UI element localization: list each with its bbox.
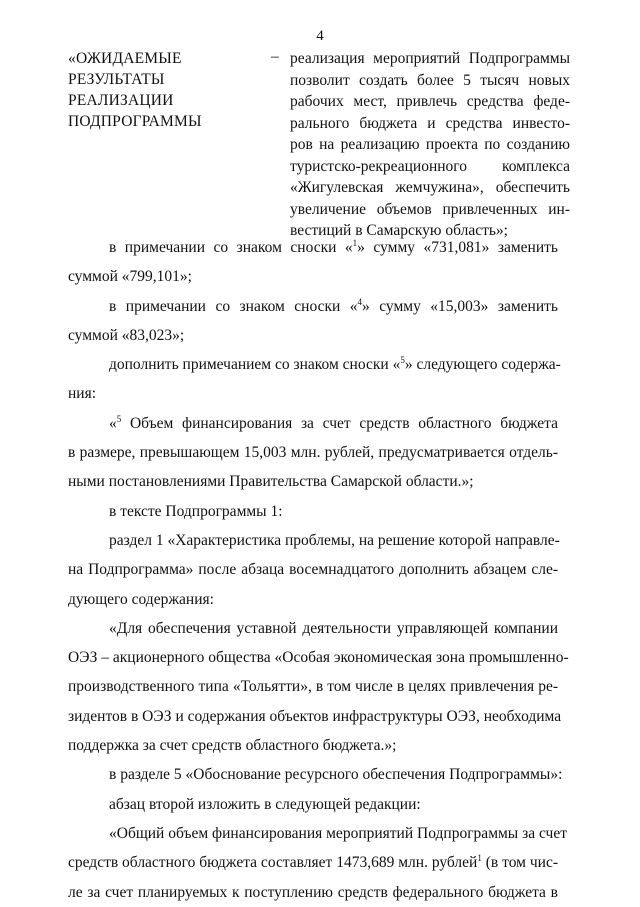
text-line: позволит создать более 5 тысяч новых [290,71,570,89]
paragraph-line: ными постановлениями Правительства Самарской области.»; [68,473,474,491]
paragraph-line: суммой «799,101»; [68,268,192,286]
text-line: туристско-рекреационного комплекса [290,157,570,175]
paragraph-line: ле за счет планируемых к поступлению средств федерального бюджета в [68,883,558,901]
label-line: ПОДПРОГРАММЫ [68,113,202,130]
footnote-mark: 1 [352,238,358,248]
paragraph-line: в размере, превышающем 15,003 млн. рублей, предусматривается отдель- [68,444,558,462]
paragraph-line: на Подпрограмма» после абзаца восемнадцатого дополнить абзацем сле- [68,561,558,579]
paragraph-line: средств областного бюджета составляет 1473,689 млн. рублей$^1$ (в том чис- [68,853,559,872]
amendment-text [68,233,569,907]
paragraph-line: раздел 1 «Характеристика проблемы, на решение которой направле- [109,531,560,549]
paragraph-line: дующего содержания: [68,590,214,608]
page-number: 4 [316,28,324,44]
text-line: реализация мероприятий Подпрограммы [290,50,570,67]
paragraph-line: «Для обеспечения уставной деятельности управляющей компании [109,619,558,637]
paragraph-line: в примечании со знаком сноски «$^1$» сумму «731,081» заменить [109,238,558,256]
paragraph-line: в тексте Подпрограммы 1: [109,502,283,520]
dash-separator: – [271,48,279,65]
paragraph-line: абзац второй изложить в следующей редакции: [109,795,421,813]
text-line: увеличение объемов привлеченных ин- [290,200,570,218]
footnote-mark: 5 [116,413,122,424]
expected-results-label [68,48,228,132]
paragraph-line: поддержка за счет средств областного бюджета.»; [68,737,397,755]
label-line: РЕАЛИЗАЦИИ [68,92,174,109]
paragraph-line: суммой «83,023»; [68,326,185,344]
paragraph-line: ния: [68,385,97,403]
label-line: РЕЗУЛЬТАТЫ [68,71,165,88]
paragraph-line: в примечании со знаком сноски «$^4$» сумму «15,003» заменить [109,296,558,315]
footnote-mark: 5 [400,355,405,366]
paragraph-line: «$^5$ Объем финансирования за счет средств областного бюджета [109,413,558,432]
paragraph-line: дополнить примечанием со знаком сноски «$^5$» следующего содержа- [109,355,561,374]
paragraph-line: зидентов в ОЭЗ и содержания объектов инфраструктуры ОЭЗ, необходима [68,707,562,725]
expected-results-text [290,48,570,242]
text-line: ров на реализацию проекта по созданию [290,136,570,153]
text-line: рабочих мест, привлечь средства феде- [290,93,570,110]
label-line: «ОЖИДАЕМЫЕ [68,50,182,67]
text-line: рального бюджета и средства инвесто- [290,114,570,132]
paragraph-line: ОЭЗ – акционерного общества «Особая экономическая зона промышленно- [68,649,569,667]
paragraph-line: в разделе 5 «Обоснование ресурсного обеспечения Подпрограммы»: [109,766,563,784]
text-line: «Жигулевская жемчужина», обеспечить [290,179,570,196]
paragraph-line: «Общий объем финансирования мероприятий Подпрограммы за счет [109,824,567,842]
footnote-mark: 1 [477,853,482,864]
footnote-mark: 4 [357,296,363,307]
paragraph-line: производственного типа «Тольятти», в том числе в целях привлечения ре- [68,678,558,696]
text-line: вестиций в Самарскую область»; [290,222,508,239]
